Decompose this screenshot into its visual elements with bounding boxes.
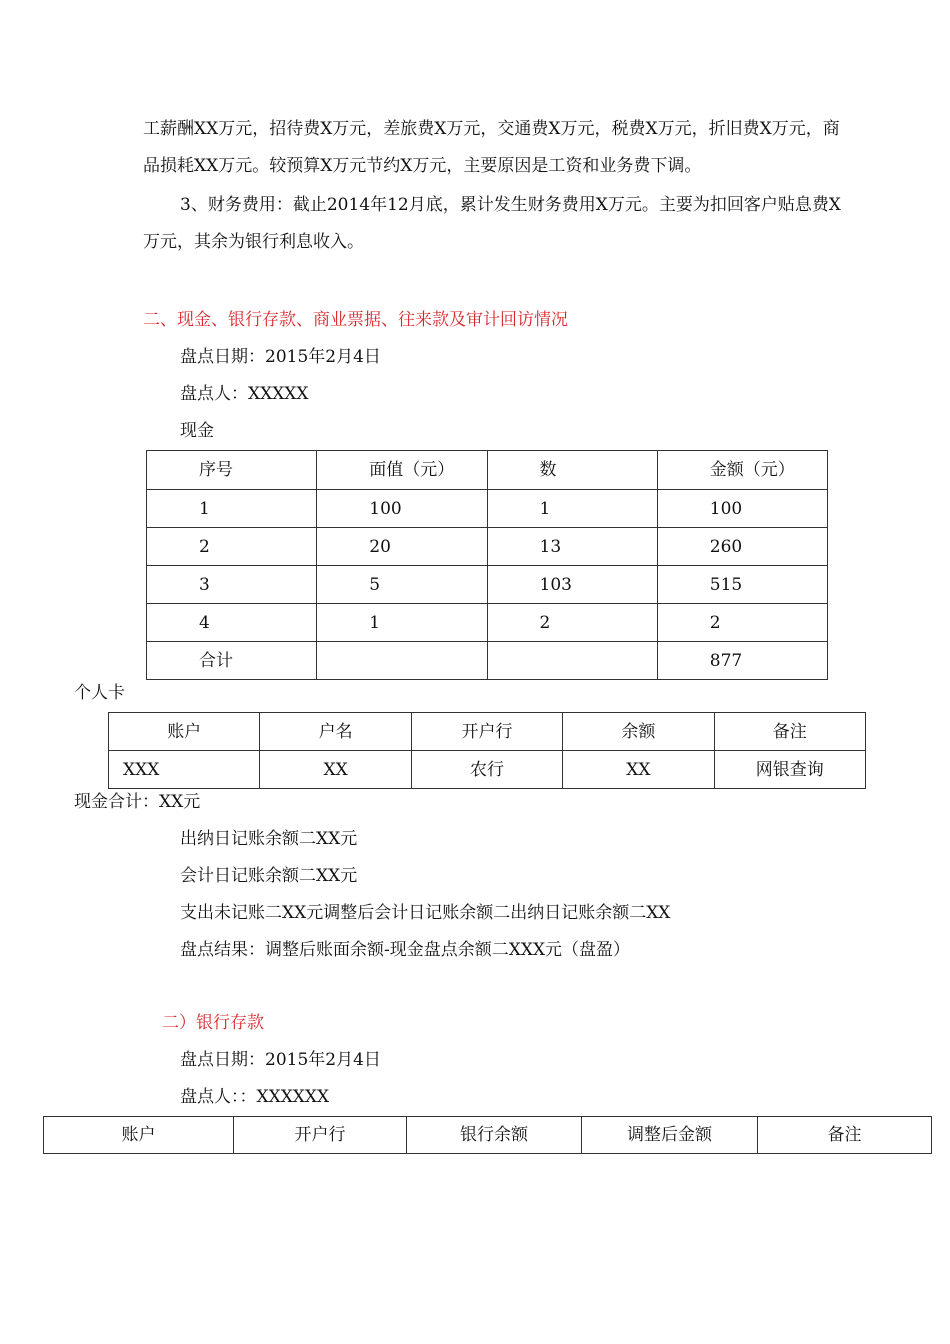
table-cell: 260 <box>657 528 827 566</box>
expense-paragraph-line-1: 工薪酬XX万元，招待费X万元，差旅费X万元，交通费X万元，税费X万元，折旧费X万元，商 <box>143 119 840 139</box>
header-cell: 备注 <box>758 1117 932 1154</box>
count-result: 盘点结果：调整后账面余额-现金盘点余额二XXX元（盘盈） <box>180 940 631 960</box>
header-cell: 户名 <box>260 713 411 751</box>
table-cell: 4 <box>147 604 317 642</box>
table-cell <box>487 642 657 680</box>
table-cell: XX <box>563 751 714 789</box>
bank-count-date: 盘点日期：2015年2月4日 <box>180 1050 381 1070</box>
table-cell: XX <box>260 751 411 789</box>
personal-card-table <box>108 712 866 789</box>
table-cell: 515 <box>657 566 827 604</box>
header-cell: 开户行 <box>411 713 562 751</box>
expense-paragraph-line-2: 品损耗XX万元。较预算X万元节约X万元，主要原因是工资和业务费下调。 <box>143 156 702 176</box>
header-cell: 账户 <box>109 713 260 751</box>
header-cell: 金额（元） <box>657 451 827 490</box>
header-cell: 数 <box>487 451 657 490</box>
table-total-row <box>147 642 828 680</box>
count-date: 盘点日期：2015年2月4日 <box>180 347 381 367</box>
header-cell: 余额 <box>563 713 714 751</box>
counter-name: 盘点人：XXXXX <box>180 384 309 404</box>
table-cell: 合计 <box>147 642 317 680</box>
table-cell: 877 <box>657 642 827 680</box>
unrecorded-expense-line: 支出未记账二XX元调整后会计日记账余额二出纳日记账余额二XX <box>180 903 671 923</box>
cash-total: 现金合计：XX元 <box>74 792 201 812</box>
table-cell: 2 <box>487 604 657 642</box>
header-cell: 序号 <box>147 451 317 490</box>
table-cell: 2 <box>657 604 827 642</box>
table-cell: 农行 <box>411 751 562 789</box>
table-row <box>147 490 828 528</box>
bank-deposit-table <box>43 1116 932 1154</box>
accounting-journal-balance: 会计日记账余额二XX元 <box>180 866 358 886</box>
table-cell: 100 <box>657 490 827 528</box>
table-cell: 1 <box>147 490 317 528</box>
table-cell <box>317 642 487 680</box>
bank-counter-name: 盘点人：：XXXXXX <box>180 1087 330 1107</box>
header-cell: 银行余额 <box>407 1117 582 1154</box>
table-cell: 103 <box>487 566 657 604</box>
cash-table <box>146 450 828 680</box>
personal-card-label: 个人卡 <box>74 683 125 703</box>
header-cell: 面值（元） <box>317 451 487 490</box>
table-cell: 5 <box>317 566 487 604</box>
table-cell: 网银查询 <box>714 751 865 789</box>
table-cell: 20 <box>317 528 487 566</box>
table-cell: 100 <box>317 490 487 528</box>
cashier-journal-balance: 出纳日记账余额二XX元 <box>180 829 358 849</box>
header-cell: 调整后金额 <box>582 1117 758 1154</box>
table-row <box>147 566 828 604</box>
finance-paragraph-line-2: 万元，其余为银行利息收入。 <box>143 232 364 252</box>
section-heading-cash-bank: 二、现金、银行存款、商业票据、往来款及审计回访情况 <box>143 310 568 330</box>
table-header-row <box>109 713 866 751</box>
header-cell: 备注 <box>714 713 865 751</box>
table-header-row <box>44 1117 932 1154</box>
table-row <box>109 751 866 789</box>
header-cell: 账户 <box>44 1117 234 1154</box>
table-cell: 2 <box>147 528 317 566</box>
table-row <box>147 604 828 642</box>
cash-label: 现金 <box>180 421 214 441</box>
table-cell: XXX <box>109 751 260 789</box>
table-cell: 1 <box>317 604 487 642</box>
table-cell: 3 <box>147 566 317 604</box>
table-cell: 1 <box>487 490 657 528</box>
header-cell: 开户行 <box>234 1117 407 1154</box>
table-row <box>147 528 828 566</box>
section-heading-bank-deposits: 二）银行存款 <box>162 1013 264 1033</box>
table-cell: 13 <box>487 528 657 566</box>
table-header-row <box>147 451 828 490</box>
finance-paragraph-line-1: 3、财务费用：截止2014年12月底，累计发生财务费用X万元。主要为扣回客户贴息费X <box>180 195 841 215</box>
